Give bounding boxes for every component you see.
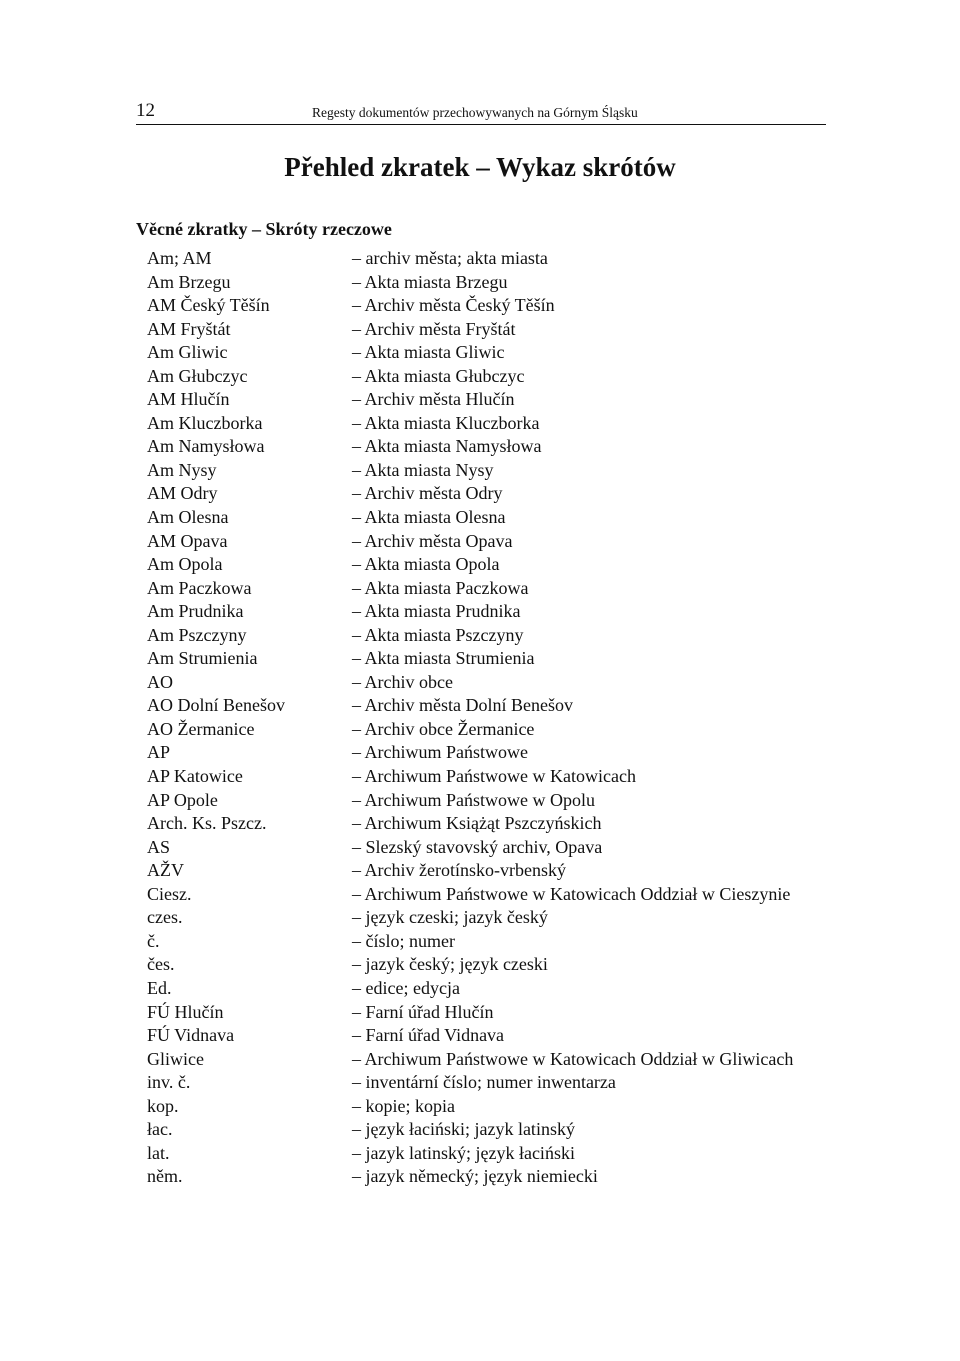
abbreviation: AP <box>147 742 171 763</box>
abbreviation-expansion: – Akta miasta Prudnika <box>352 601 521 622</box>
abbreviation: něm. <box>147 1166 183 1187</box>
list-item <box>147 1142 827 1166</box>
abbreviation-expansion: – edice; edycja <box>352 977 460 998</box>
list-item <box>147 883 827 907</box>
abbreviation-expansion: – Slezský stavovský archiv, Opava <box>352 836 603 857</box>
list-item <box>147 553 827 577</box>
abbreviation-expansion: – Archiv města Hlučín <box>352 389 515 410</box>
abbreviation-expansion: – Archiv města Dolní Benešov <box>352 695 573 716</box>
abbreviation: Am Prudnika <box>147 601 244 622</box>
list-item <box>147 671 827 695</box>
abbreviation-expansion: – Archiwum Państwowe w Katowicach Oddział w Gliwicach <box>352 1048 794 1069</box>
abbreviation-expansion: – inventární číslo; numer inwentarza <box>352 1072 616 1093</box>
abbreviation: Am Opola <box>147 554 223 575</box>
list-item <box>147 1048 827 1072</box>
abbreviation: FÚ Hlučín <box>147 1001 224 1022</box>
list-item <box>147 836 827 860</box>
abbreviation-expansion: – Akta miasta Paczkowa <box>352 577 529 598</box>
abbreviation: AM Odry <box>147 483 218 504</box>
abbreviation: Am Brzegu <box>147 271 231 292</box>
abbreviation-expansion: – Archiwum Państwowe w Katowicach <box>352 766 636 787</box>
abbreviation: czes. <box>147 907 183 928</box>
abbreviation-expansion: – Archiv žerotínsko-vrbenský <box>352 860 566 881</box>
abbreviation: č. <box>147 930 160 951</box>
list-item <box>147 953 827 977</box>
abbreviation-expansion: – Akta miasta Nysy <box>352 459 494 480</box>
list-item <box>147 530 827 554</box>
abbreviation: AŽV <box>147 860 184 881</box>
abbreviation: Am Namysłowa <box>147 436 265 457</box>
abbreviation-expansion: – Archiwum Państwowe w Katowicach Oddział w Cieszynie <box>352 883 791 904</box>
abbreviation-expansion: – Archiv obce <box>352 671 453 692</box>
abbreviation: Am Gliwic <box>147 342 228 363</box>
abbreviation-expansion: – Akta miasta Gliwic <box>352 342 505 363</box>
abbreviation-expansion: – jazyk český; język czeski <box>352 954 548 975</box>
list-item <box>147 977 827 1001</box>
list-item <box>147 482 827 506</box>
abbreviation-expansion: – Akta miasta Opola <box>352 554 500 575</box>
list-item <box>147 506 827 530</box>
abbreviation-expansion: – jazyk latinský; język łaciński <box>352 1142 575 1163</box>
abbreviation-expansion: – archiv města; akta miasta <box>352 248 548 268</box>
abbreviation: Am Paczkowa <box>147 577 252 598</box>
abbreviation-expansion: – Akta miasta Pszczyny <box>352 624 524 645</box>
list-item <box>147 812 827 836</box>
list-item <box>147 718 827 742</box>
abbreviation-expansion: – Akta miasta Olesna <box>352 507 506 528</box>
abbreviation-expansion: – język łaciński; jazyk latinský <box>352 1119 575 1140</box>
abbreviation: AO Dolní Benešov <box>147 695 285 716</box>
list-item <box>147 624 827 648</box>
list-item <box>147 365 827 389</box>
abbreviation-expansion: – Archiv města Fryštát <box>352 318 516 339</box>
list-item <box>147 1165 827 1189</box>
list-item <box>147 694 827 718</box>
list-item <box>147 789 827 813</box>
abbreviation-expansion: – Archiv města Český Těšín <box>352 295 555 316</box>
abbreviation: Am; AM <box>147 248 212 268</box>
list-item <box>147 859 827 883</box>
list-item <box>147 930 827 954</box>
abbreviation: Am Strumienia <box>147 648 258 669</box>
list-item <box>147 271 827 295</box>
abbreviation: Am Kluczborka <box>147 412 263 433</box>
abbreviation-expansion: – Akta miasta Brzegu <box>352 271 508 292</box>
abbreviation: AM Fryštát <box>147 318 231 339</box>
list-item <box>147 412 827 436</box>
abbreviation-expansion: – Farní úřad Hlučín <box>352 1001 494 1022</box>
list-item <box>147 906 827 930</box>
list-item <box>147 765 827 789</box>
abbreviation-expansion: – Archiwum Książąt Pszczyńskich <box>352 813 602 834</box>
abbreviation: Ciesz. <box>147 883 192 904</box>
abbreviation: AP Katowice <box>147 766 243 787</box>
abbreviation: Ed. <box>147 977 172 998</box>
abbreviation: kop. <box>147 1095 179 1116</box>
list-item <box>147 600 827 624</box>
list-item <box>147 1118 827 1142</box>
abbreviation: Gliwice <box>147 1048 204 1069</box>
list-item <box>147 435 827 459</box>
list-item <box>147 247 827 271</box>
abbreviation: łac. <box>147 1119 173 1140</box>
list-item <box>147 341 827 365</box>
list-item <box>147 318 827 342</box>
abbreviation: FÚ Vidnava <box>147 1025 235 1046</box>
abbreviation: Am Pszczyny <box>147 624 247 645</box>
list-item <box>147 294 827 318</box>
abbreviation-expansion: – język czeski; jazyk český <box>352 907 548 928</box>
abbreviation: Am Olesna <box>147 507 229 528</box>
list-item <box>147 1071 827 1095</box>
abbreviation-expansion: – Archiv města Opava <box>352 530 513 551</box>
abbreviation: AM Opava <box>147 530 228 551</box>
abbreviation: AM Hlučín <box>147 389 230 410</box>
abbreviation: AS <box>147 836 171 857</box>
abbreviation-expansion: – číslo; numer <box>352 930 455 951</box>
abbreviation-expansion: – Farní úřad Vidnava <box>352 1025 505 1046</box>
page-header <box>136 100 826 125</box>
abbreviation: Arch. Ks. Pszcz. <box>147 813 267 834</box>
abbreviation: AO <box>147 671 173 692</box>
abbreviation-list <box>147 247 827 1189</box>
abbreviation: AO Žermanice <box>147 718 255 739</box>
running-title: Regesty dokumentów przechowywanych na Górnym Śląsku <box>312 105 638 120</box>
abbreviation: inv. č. <box>147 1072 191 1093</box>
page-number: 12 <box>136 100 155 121</box>
list-item <box>147 647 827 671</box>
abbreviation-expansion: – Akta miasta Głubczyc <box>352 365 525 386</box>
abbreviation: čes. <box>147 954 175 975</box>
section-heading: Věcné zkratky – Skróty rzeczowe <box>136 219 392 239</box>
list-item <box>147 388 827 412</box>
list-item <box>147 1024 827 1048</box>
abbreviation-expansion: – jazyk německý; język niemiecki <box>352 1166 598 1187</box>
list-item <box>147 1095 827 1119</box>
abbreviation-expansion: – Archiv města Odry <box>352 483 503 504</box>
abbreviation-expansion: – Archiwum Państwowe <box>352 742 528 763</box>
abbreviation-expansion: – kopie; kopia <box>352 1095 455 1116</box>
abbreviation: Am Głubczyc <box>147 365 248 386</box>
abbreviation: AP Opole <box>147 789 218 810</box>
abbreviation-expansion: – Akta miasta Namysłowa <box>352 436 542 457</box>
list-item <box>147 1001 827 1025</box>
list-item <box>147 741 827 765</box>
abbreviation: Am Nysy <box>147 459 217 480</box>
abbreviation-expansion: – Akta miasta Strumienia <box>352 648 535 669</box>
abbreviation-expansion: – Akta miasta Kluczborka <box>352 412 540 433</box>
list-item <box>147 459 827 483</box>
abbreviation: AM Český Těšín <box>147 295 270 316</box>
abbreviation-expansion: – Archiwum Państwowe w Opolu <box>352 789 595 810</box>
page-title: Přehled zkratek – Wykaz skrótów <box>284 152 676 182</box>
abbreviation: lat. <box>147 1142 170 1163</box>
abbreviation-expansion: – Archiv obce Žermanice <box>352 718 535 739</box>
list-item <box>147 577 827 601</box>
